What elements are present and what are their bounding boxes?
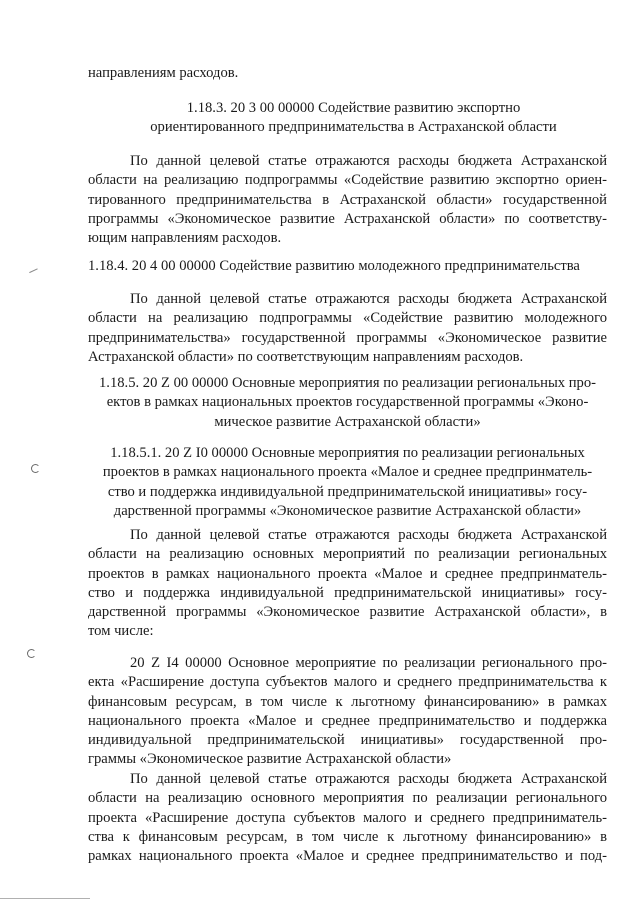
punch-hole-mark xyxy=(27,649,36,658)
heading-1-18-4: 1.18.4. 20 4 00 00000 Содействие развитию молодежного предпринимательства xyxy=(88,258,580,274)
footer-rule xyxy=(0,898,90,899)
heading-1-18-3: 1.18.3. 20 3 00 00000 Содействие развитию экспортно ориентированного предпринимательства в Астраханской области xyxy=(150,100,557,136)
heading-1-18-5: 1.18.5. 20 Z 00 00000 Основные мероприятия по реализации региональных про- ектов в рамках национальных проектов государственной программы «Эконо- мическое развитие Астраханской области» xyxy=(99,375,596,430)
paragraph-1-18-5-1: По данной целевой статье отражаются расходы бюджета Астраханской области на реализацию основных мероприятий по реализации региональных проектов в рамках национального проекта «Малое и среднее предпринматель- ство и поддержка индивидуальной предпринимательской инициативы» госу- дарственной программы «Экономическое развитие Астраханской области», в том числе: xyxy=(88,527,607,640)
paragraph-20-z-i4-expenses: По данной целевой статье отражаются расходы бюджета Астраханской области на реализацию основного мероприятия по реализации регионального проекта «Расширение доступа субъектов малого и среднего предприниматель- ства к финансовым ресурсам, в том числе к льготному финансированию» в рамках национального проекта «Малое и среднее предпринимательство и под- xyxy=(88,771,607,865)
paragraph-1-18-3: По данной целевой статье отражаются расходы бюджета Астраханской области на реализацию подпрограммы «Содействие развитию экспортно ориен- тированного предпринимательства в Астраханской области» государственной программы «Экономическое развитие Астраханской области» по соответству- ющим направлениям расходов. xyxy=(88,153,607,247)
paragraph-20-z-i4: 20 Z I4 00000 Основное мероприятие по реализации регионального про- екта «Расширение доступа субъектов малого и среднего предпринимательства к финансовым ресурсам, в том числе к льготному финансированию» в рамках национального проекта «Малое и среднее предпринимательство и поддержка индивидуальной предпринимательской инициативы» государственной про- граммы «Экономическое развитие Астраханской области» xyxy=(88,655,607,768)
paragraph-continued: направлениям расходов. xyxy=(88,65,239,81)
paragraph-1-18-4: По данной целевой статье отражаются расходы бюджета Астраханской области на реализацию подпрограммы «Содействие развитию молодежного предпринимательства» государственной программы «Экономическое развитие Астраханской области» по соответствующим направлениям расходов. xyxy=(88,291,607,365)
punch-hole-mark xyxy=(31,464,40,473)
heading-1-18-5-1: 1.18.5.1. 20 Z I0 00000 Основные мероприятия по реализации региональных проектов в рамках национального проекта «Малое и среднее предпринматель- ство и поддержка индивидуальной предпринимательской инициативы» госу- дарственной программы «Экономическое развитие Астраханской области» xyxy=(102,445,593,519)
scan-mark xyxy=(29,268,40,277)
